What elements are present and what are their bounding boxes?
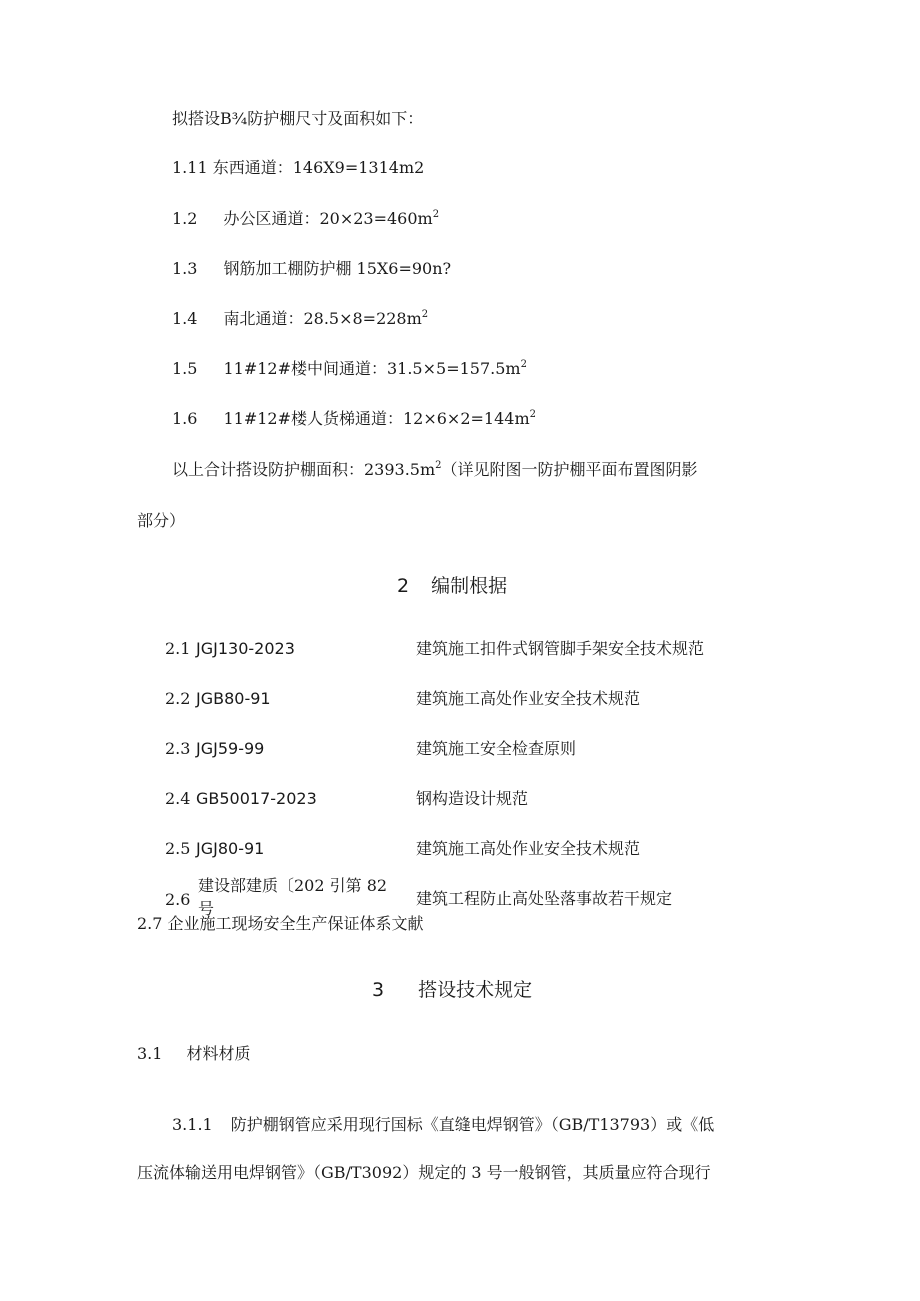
paragraph-text: 防护棚钢管应采用现行国标《直缝电焊钢管》（GB/T13793）或《低 (230, 1115, 715, 1134)
reference-title: 建筑施工扣件式钢管脚手架安全技术规范 (416, 639, 705, 658)
item-number: 1.2 (172, 209, 198, 228)
item-text: 11#12#楼中间通道：31.5×5=157.5m (223, 359, 521, 378)
reference-number: 2.1 (165, 639, 191, 658)
item-number: 1.1 (172, 158, 198, 177)
total-text: 以上合计搭设防护棚面积：2393.5m (172, 460, 436, 479)
list-item (172, 208, 439, 230)
list-item (172, 358, 527, 380)
reference-row (165, 688, 190, 710)
item-text: 办公区通道：20×23=460m (223, 209, 433, 228)
item-number: 1.4 (172, 309, 198, 328)
section-title: 编制根据 (431, 575, 508, 597)
list-item (172, 258, 451, 280)
subsection-title: 材料材质 (186, 1044, 251, 1063)
item-number: 1.5 (172, 359, 198, 378)
item-text: 1 东西通道：146X9=1314m2 (197, 158, 425, 177)
section-number: 2 (397, 575, 410, 597)
item-text: 南北通道：28.5×8=228m (223, 309, 422, 328)
reference-row: 2.7 企业施工现场安全生产保证体系文献 (137, 914, 424, 933)
paragraph-number: 3.1.1 (172, 1115, 213, 1134)
item-number: 1.3 (172, 259, 198, 278)
item-number: 1.6 (172, 409, 198, 428)
reference-number: 2.2 (165, 689, 191, 708)
superscript: 2 (529, 409, 537, 420)
reference-number: 2.3 (165, 739, 191, 758)
section-heading (372, 977, 532, 1003)
reference-code: JGJ59-99 (196, 739, 265, 758)
reference-title: 钢构造设计规范 (416, 789, 529, 808)
reference-code: GB50017-2023 (196, 789, 317, 808)
reference-title: 建筑施工安全检查原则 (416, 739, 577, 758)
reference-row (165, 738, 190, 760)
reference-code-line2: 号 (198, 899, 215, 918)
item-text: 11#12#楼人货梯通道：12×6×2=144m (223, 409, 530, 428)
list-item (172, 308, 428, 330)
reference-code: JGB80-91 (196, 689, 271, 708)
reference-title: 建筑工程防止高处坠落事故若干规定 (416, 889, 673, 908)
section-title: 搭设技术规定 (418, 979, 533, 1001)
reference-code: 建设部建质〔202 引第 82 (198, 876, 388, 895)
reference-row (165, 838, 190, 860)
reference-code-clipped (198, 898, 238, 918)
reference-code: JGJ130-2023 (196, 639, 295, 658)
reference-number: 2.6 (165, 890, 191, 909)
reference-row (165, 638, 190, 660)
reference-number: 2.4 (165, 789, 191, 808)
paragraph-line: 压流体输送用电焊钢管》（GB/T3092）规定的 3 号一般钢管，其质量应符合现行 (137, 1163, 711, 1182)
total-line (172, 459, 698, 481)
intro-text: 拟搭设B¾防护棚尺寸及面积如下： (172, 109, 424, 128)
subsection-number: 3.1 (137, 1044, 163, 1063)
total-line-continued: 部分） (137, 511, 186, 530)
section-number: 3 (372, 979, 385, 1001)
reference-code: JGJ80-91 (196, 839, 265, 858)
subsection-heading (137, 1043, 250, 1065)
reference-number: 2.5 (165, 839, 191, 858)
superscript: 2 (435, 460, 442, 471)
superscript: 2 (432, 209, 440, 220)
total-note: （详见附图一防护棚平面布置图阴影 (441, 460, 698, 479)
reference-row (165, 788, 190, 810)
section-heading (397, 573, 507, 599)
reference-title: 建筑施工高处作业安全技术规范 (416, 839, 641, 858)
reference-title: 建筑施工高处作业安全技术规范 (416, 689, 641, 708)
list-item (172, 157, 424, 179)
superscript: 2 (520, 359, 527, 370)
paragraph-line (172, 1114, 714, 1136)
list-item (172, 408, 536, 430)
item-text: 钢筋加工棚防护棚 15X6=90n? (223, 259, 452, 278)
superscript: 2 (421, 309, 429, 320)
